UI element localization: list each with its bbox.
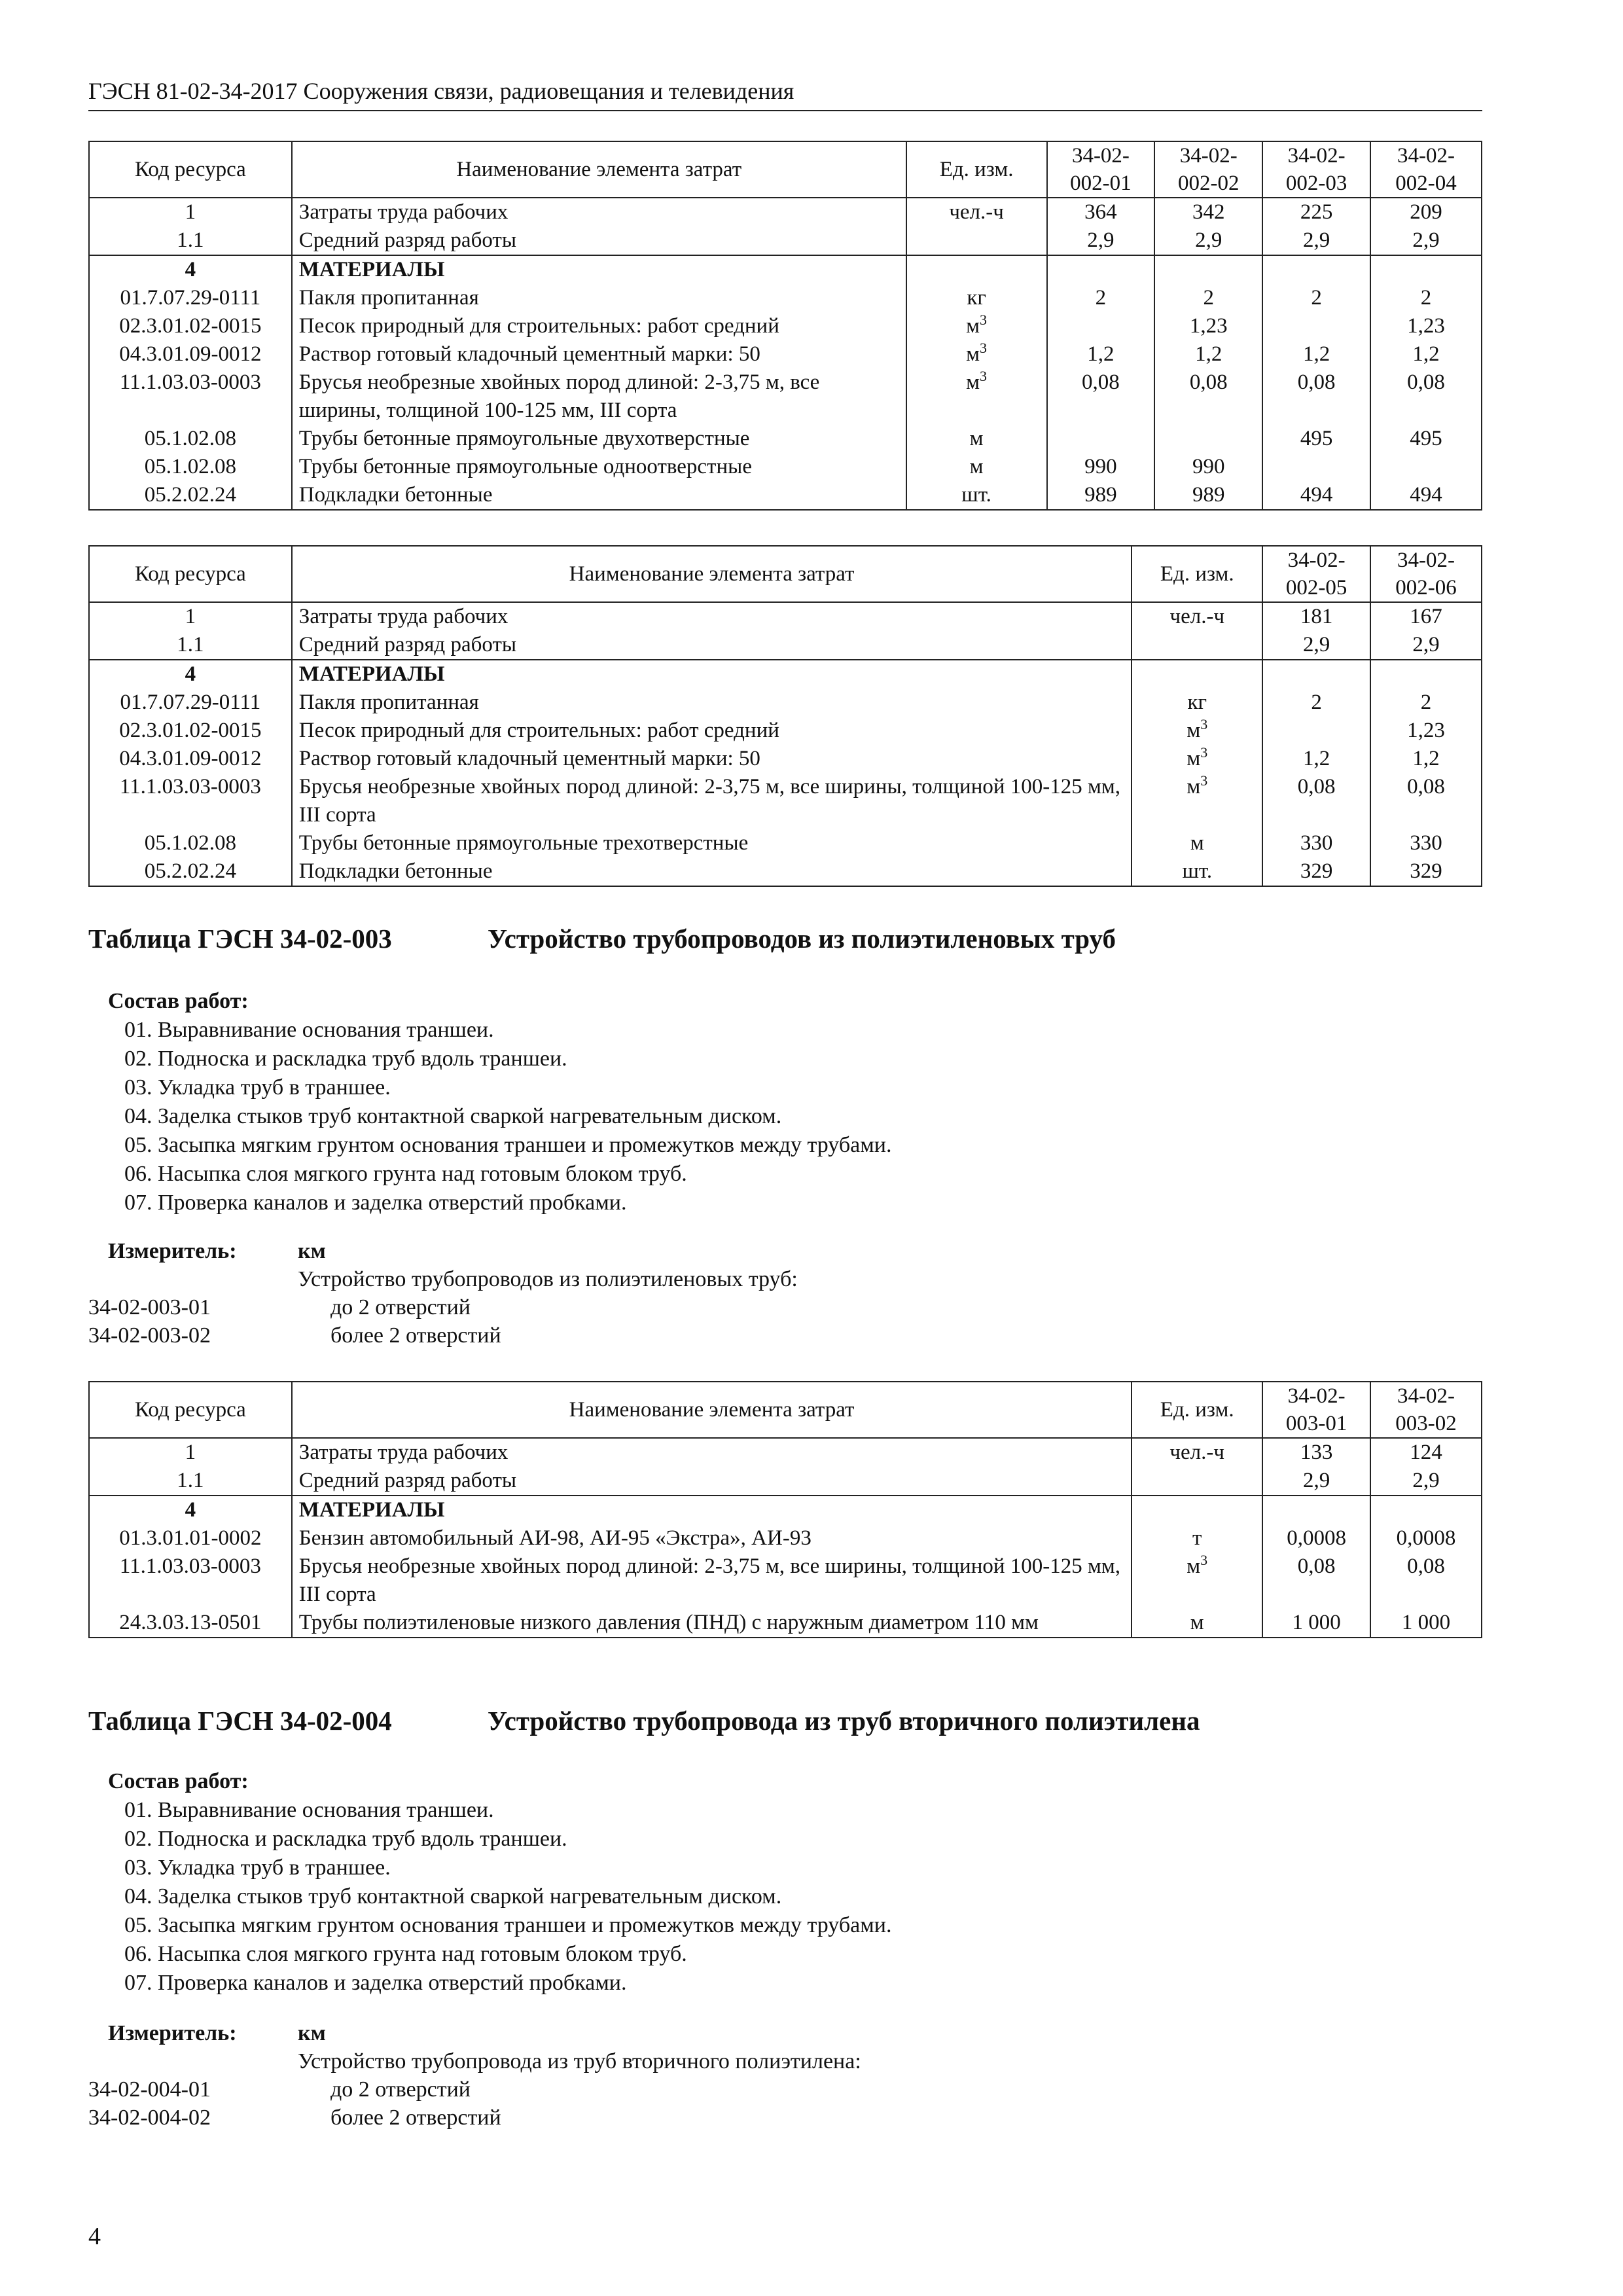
table-row	[89, 425, 1482, 453]
work-item: 06. Насыпка слоя мягкого грунта над готовым блоком труб.	[124, 1162, 687, 1186]
norm-value: 1,2	[1370, 340, 1482, 368]
norm-value	[1262, 717, 1370, 745]
measure-unit: км	[298, 1239, 326, 1263]
measure-unit: км	[298, 2021, 326, 2045]
norm-value: 133	[1262, 1438, 1370, 1467]
resource-name: Подкладки бетонные	[292, 857, 1132, 886]
resource-code: 1.1	[89, 1467, 292, 1496]
norm-value: 209	[1370, 198, 1482, 226]
resource-name: Песок природный для строительных: работ средний	[292, 717, 1132, 745]
work-item: 06. Насыпка слоя мягкого грунта над готовым блоком труб.	[124, 1942, 687, 1966]
norm-description: более 2 отверстий	[330, 1323, 501, 1348]
resource-code: 11.1.03.03-0003	[89, 773, 292, 829]
resource-name: Трубы бетонные прямоугольные одноотверстные	[292, 453, 906, 481]
norm-value: 364	[1047, 198, 1155, 226]
col-header-code: Код ресурса	[89, 141, 292, 198]
resource-unit: $м^3$	[906, 340, 1047, 368]
resource-unit	[1132, 1496, 1262, 1524]
table-row	[89, 829, 1482, 857]
resource-code: 1	[89, 602, 292, 631]
norm-value: 1 000	[1370, 1609, 1482, 1638]
resource-code: 4	[89, 1496, 292, 1524]
resource-unit: м	[1132, 1609, 1262, 1638]
works-list-34-02-003	[88, 987, 891, 1217]
resource-code: 05.1.02.08	[89, 425, 292, 453]
resource-name: Песок природный для строительных: работ средний	[292, 312, 906, 340]
table-row	[89, 689, 1482, 717]
norm-value: 0,08	[1262, 1552, 1370, 1609]
table-row	[89, 255, 1482, 284]
resource-name: Средний разряд работы	[292, 1467, 1132, 1496]
norm-value: 1,2	[1370, 745, 1482, 773]
norm-code: 34-02-004-01	[88, 2077, 211, 2102]
table-row	[89, 481, 1482, 510]
norm-value: 0,08	[1262, 368, 1370, 425]
norm-value: 2,9	[1047, 226, 1155, 255]
norm-value	[1154, 425, 1262, 453]
norm-value: 2	[1047, 284, 1155, 312]
resource-name: МАТЕРИАЛЫ	[292, 1496, 1132, 1524]
norm-value: 2,9	[1370, 1467, 1482, 1496]
col-header-norm: 34-02- 002-01	[1047, 141, 1155, 198]
measure-label: Измеритель:	[108, 2021, 237, 2045]
resource-code: 02.3.01.02-0015	[89, 717, 292, 745]
resource-code: 11.1.03.03-0003	[89, 368, 292, 425]
table-row	[89, 1524, 1482, 1552]
norm-value: 330	[1262, 829, 1370, 857]
resource-unit: $м^3$	[906, 368, 1047, 425]
table-row	[89, 773, 1482, 829]
table-row	[89, 1552, 1482, 1609]
work-item: 01. Выравнивание основания траншеи.	[124, 1798, 494, 1822]
resource-unit: чел.-ч	[1132, 1438, 1262, 1467]
resource-code: 1	[89, 198, 292, 226]
resource-code: 11.1.03.03-0003	[89, 1552, 292, 1609]
norm-value: 167	[1370, 602, 1482, 631]
norm-value: 989	[1154, 481, 1262, 510]
col-header-norm: 34-02- 002-02	[1154, 141, 1262, 198]
works-heading: Состав работ:	[108, 1769, 249, 1793]
norm-value: 0,0008	[1370, 1524, 1482, 1552]
resource-unit	[1132, 1467, 1262, 1496]
resource-unit: $м^3$	[1132, 773, 1262, 829]
norm-code: 34-02-004-02	[88, 2106, 211, 2130]
resource-name: Брусья необрезные хвойных пород длиной: 2-3,75 м, все ширины, толщиной 100-125 мм, III сорта	[292, 1552, 1132, 1609]
table-row	[89, 312, 1482, 340]
norm-value: 0,08	[1370, 368, 1482, 425]
resource-unit	[1132, 631, 1262, 660]
col-header-unit: Ед. изм.	[1132, 1382, 1262, 1438]
table-row	[89, 198, 1482, 226]
resource-name: Средний разряд работы	[292, 226, 906, 255]
work-item: 05. Засыпка мягким грунтом основания траншеи и промежутков между трубами.	[124, 1133, 892, 1157]
norm-value: 1,2	[1262, 340, 1370, 368]
norm-value: 2	[1154, 284, 1262, 312]
resource-code: 24.3.03.13-0501	[89, 1609, 292, 1638]
resource-code: 4	[89, 255, 292, 284]
work-item: 04. Заделка стыков труб контактной сваркой нагревательным диском.	[124, 1884, 782, 1909]
resource-unit: кг	[1132, 689, 1262, 717]
norm-value: 495	[1262, 425, 1370, 453]
col-header-unit: Ед. изм.	[906, 141, 1047, 198]
resource-name: Подкладки бетонные	[292, 481, 906, 510]
table-row	[89, 1467, 1482, 1496]
resource-name: Брусья необрезные хвойных пород длиной: 2-3,75 м, все ширины, толщиной 100-125 мм, III сорта	[292, 773, 1132, 829]
work-item: 02. Подноска и раскладка труб вдоль траншеи.	[124, 1047, 567, 1071]
col-header-unit: Ед. изм.	[1132, 546, 1262, 602]
resource-code: 4	[89, 660, 292, 689]
norm-value	[1370, 453, 1482, 481]
norm-value: 1,2	[1047, 340, 1155, 368]
resource-name: Бензин автомобильный АИ-98, АИ-95 «Экстра», АИ-93	[292, 1524, 1132, 1552]
norm-value	[1047, 425, 1155, 453]
works-list-34-02-004	[88, 1767, 891, 1998]
col-header-norm: 34-02- 002-05	[1262, 546, 1370, 602]
resource-unit: кг	[906, 284, 1047, 312]
resource-code: 1.1	[89, 226, 292, 255]
norm-value	[1154, 255, 1262, 284]
norm-value: 225	[1262, 198, 1370, 226]
table-row	[89, 453, 1482, 481]
resource-unit: $м^3$	[1132, 1552, 1262, 1609]
work-item: 01. Выравнивание основания траншеи.	[124, 1018, 494, 1042]
norm-value: 494	[1370, 481, 1482, 510]
norm-value: 330	[1370, 829, 1482, 857]
measure-block-34-02-004	[88, 2019, 1482, 2132]
resource-unit: шт.	[1132, 857, 1262, 886]
table-row	[89, 1496, 1482, 1524]
norm-value	[1262, 453, 1370, 481]
col-header-name: Наименование элемента затрат	[292, 1382, 1132, 1438]
col-header-norm: 34-02- 002-06	[1370, 546, 1482, 602]
page-number: 4	[88, 2223, 101, 2250]
norm-value: 329	[1370, 857, 1482, 886]
work-item: 03. Укладка труб в траншее.	[124, 1856, 391, 1880]
norm-value: 2,9	[1262, 631, 1370, 660]
norm-value: 1,23	[1370, 717, 1482, 745]
table-row	[89, 284, 1482, 312]
norm-value	[1262, 255, 1370, 284]
resource-unit	[906, 255, 1047, 284]
resource-unit: шт.	[906, 481, 1047, 510]
norm-value: 990	[1047, 453, 1155, 481]
table-title: Устройство трубопроводов из полиэтиленовых труб	[488, 924, 1116, 954]
table-row	[89, 1438, 1482, 1467]
running-header: ГЭСН 81-02-34-2017 Сооружения связи, радиовещания и телевидения	[88, 77, 1482, 111]
resource-name: Трубы полиэтиленовые низкого давления (ПНД) с наружным диаметром 110 мм	[292, 1609, 1132, 1638]
resource-name: Раствор готовый кладочный цементный марки: 50	[292, 745, 1132, 773]
resource-name: Трубы бетонные прямоугольные трехотверстные	[292, 829, 1132, 857]
norm-value	[1262, 660, 1370, 689]
norm-value: 495	[1370, 425, 1482, 453]
table-row	[89, 717, 1482, 745]
resource-code: 01.7.07.29-0111	[89, 284, 292, 312]
table-label: Таблица ГЭСН 34-02-004	[88, 1706, 392, 1736]
norm-value: 0,0008	[1262, 1524, 1370, 1552]
norm-value: 2,9	[1262, 226, 1370, 255]
resource-name: Средний разряд работы	[292, 631, 1132, 660]
norm-value: 494	[1262, 481, 1370, 510]
table-row	[89, 368, 1482, 425]
table-row	[89, 340, 1482, 368]
norm-value: 1,23	[1370, 312, 1482, 340]
norm-value: 990	[1154, 453, 1262, 481]
resource-unit: м	[906, 453, 1047, 481]
resource-name: Брусья необрезные хвойных пород длиной: 2-3,75 м, все ширины, толщиной 100-125 мм, III сорта	[292, 368, 906, 425]
resource-unit: м	[906, 425, 1047, 453]
norm-value: 1,2	[1154, 340, 1262, 368]
resource-unit: м	[1132, 829, 1262, 857]
norm-value: 1 000	[1262, 1609, 1370, 1638]
resource-name: Пакля пропитанная	[292, 284, 906, 312]
norm-value	[1047, 312, 1155, 340]
work-item: 05. Засыпка мягким грунтом основания траншеи и промежутков между трубами.	[124, 1913, 892, 1937]
resource-unit: т	[1132, 1524, 1262, 1552]
resource-name: МАТЕРИАЛЫ	[292, 660, 1132, 689]
work-item: 04. Заделка стыков труб контактной сваркой нагревательным диском.	[124, 1104, 782, 1128]
norm-value: 2	[1262, 284, 1370, 312]
resource-code: 05.2.02.24	[89, 857, 292, 886]
norm-value: 2,9	[1154, 226, 1262, 255]
resource-unit	[906, 226, 1047, 255]
norm-value: 0,08	[1047, 368, 1155, 425]
norm-value	[1262, 312, 1370, 340]
measure-label: Измеритель:	[108, 1239, 237, 1263]
resource-table-34-02-002-b	[88, 545, 1482, 887]
table-row	[89, 631, 1482, 660]
work-item: 07. Проверка каналов и заделка отверстий пробками.	[124, 1971, 627, 1995]
table-heading-34-02-004	[88, 1705, 1200, 1736]
norm-value	[1370, 255, 1482, 284]
norm-description: до 2 отверстий	[330, 1295, 471, 1319]
resource-unit	[1132, 660, 1262, 689]
resource-unit: чел.-ч	[1132, 602, 1262, 631]
norm-value: 989	[1047, 481, 1155, 510]
norm-value	[1370, 660, 1482, 689]
measure-title: Устройство трубопровода из труб вторичного полиэтилена:	[298, 2049, 861, 2073]
norm-value: 2	[1370, 689, 1482, 717]
norm-code: 34-02-003-02	[88, 1323, 211, 1348]
resource-unit: $м^3$	[1132, 745, 1262, 773]
col-header-norm: 34-02- 002-04	[1370, 141, 1482, 198]
norm-value	[1370, 1496, 1482, 1524]
table-row	[89, 857, 1482, 886]
norm-value: 2,9	[1262, 1467, 1370, 1496]
table-heading-34-02-003	[88, 923, 1116, 954]
norm-value: 2,9	[1370, 631, 1482, 660]
resource-code: 05.1.02.08	[89, 453, 292, 481]
table-row	[89, 226, 1482, 255]
resource-name: Затраты труда рабочих	[292, 198, 906, 226]
resource-code: 1.1	[89, 631, 292, 660]
works-heading: Состав работ:	[108, 989, 249, 1013]
col-header-norm: 34-02- 002-03	[1262, 141, 1370, 198]
norm-code: 34-02-003-01	[88, 1295, 211, 1319]
resource-code: 04.3.01.09-0012	[89, 340, 292, 368]
norm-value: 124	[1370, 1438, 1482, 1467]
table-row	[89, 1609, 1482, 1638]
resource-unit: $м^3$	[1132, 717, 1262, 745]
resource-code: 02.3.01.02-0015	[89, 312, 292, 340]
resource-code: 05.1.02.08	[89, 829, 292, 857]
work-item: 07. Проверка каналов и заделка отверстий пробками.	[124, 1191, 627, 1215]
resource-code: 04.3.01.09-0012	[89, 745, 292, 773]
table-title: Устройство трубопровода из труб вторичного полиэтилена	[488, 1706, 1200, 1736]
norm-value	[1262, 1496, 1370, 1524]
table-row	[89, 602, 1482, 631]
norm-value	[1047, 255, 1155, 284]
col-header-norm: 34-02- 003-01	[1262, 1382, 1370, 1438]
resource-name: Затраты труда рабочих	[292, 1438, 1132, 1467]
norm-value: 1,2	[1262, 745, 1370, 773]
work-item: 02. Подноска и раскладка труб вдоль траншеи.	[124, 1827, 567, 1851]
resource-name: Пакля пропитанная	[292, 689, 1132, 717]
col-header-code: Код ресурса	[89, 1382, 292, 1438]
col-header-norm: 34-02- 003-02	[1370, 1382, 1482, 1438]
resource-name: Трубы бетонные прямоугольные двухотверстные	[292, 425, 906, 453]
norm-value: 329	[1262, 857, 1370, 886]
work-item: 03. Укладка труб в траншее.	[124, 1075, 391, 1100]
col-header-name: Наименование элемента затрат	[292, 141, 906, 198]
resource-name: Раствор готовый кладочный цементный марки: 50	[292, 340, 906, 368]
norm-value: 181	[1262, 602, 1370, 631]
resource-code: 05.2.02.24	[89, 481, 292, 510]
resource-code: 01.7.07.29-0111	[89, 689, 292, 717]
table-label: Таблица ГЭСН 34-02-003	[88, 924, 392, 954]
norm-value: 2	[1262, 689, 1370, 717]
measure-block-34-02-003	[88, 1237, 1482, 1350]
norm-value: 0,08	[1262, 773, 1370, 829]
resource-unit: $м^3$	[906, 312, 1047, 340]
norm-value: 0,08	[1154, 368, 1262, 425]
norm-value: 2	[1370, 284, 1482, 312]
resource-table-34-02-003	[88, 1381, 1482, 1638]
measure-title: Устройство трубопроводов из полиэтиленовых труб:	[298, 1267, 798, 1291]
norm-description: более 2 отверстий	[330, 2106, 501, 2130]
col-header-name: Наименование элемента затрат	[292, 546, 1132, 602]
table-row	[89, 745, 1482, 773]
norm-description: до 2 отверстий	[330, 2077, 471, 2102]
resource-code: 01.3.01.01-0002	[89, 1524, 292, 1552]
col-header-code: Код ресурса	[89, 546, 292, 602]
resource-name: МАТЕРИАЛЫ	[292, 255, 906, 284]
norm-value: 0,08	[1370, 773, 1482, 829]
resource-code: 1	[89, 1438, 292, 1467]
norm-value: 2,9	[1370, 226, 1482, 255]
norm-value: 342	[1154, 198, 1262, 226]
resource-unit: чел.-ч	[906, 198, 1047, 226]
resource-table-34-02-002-a	[88, 141, 1482, 511]
norm-value: 0,08	[1370, 1552, 1482, 1609]
norm-value: 1,23	[1154, 312, 1262, 340]
resource-name: Затраты труда рабочих	[292, 602, 1132, 631]
table-row	[89, 660, 1482, 689]
